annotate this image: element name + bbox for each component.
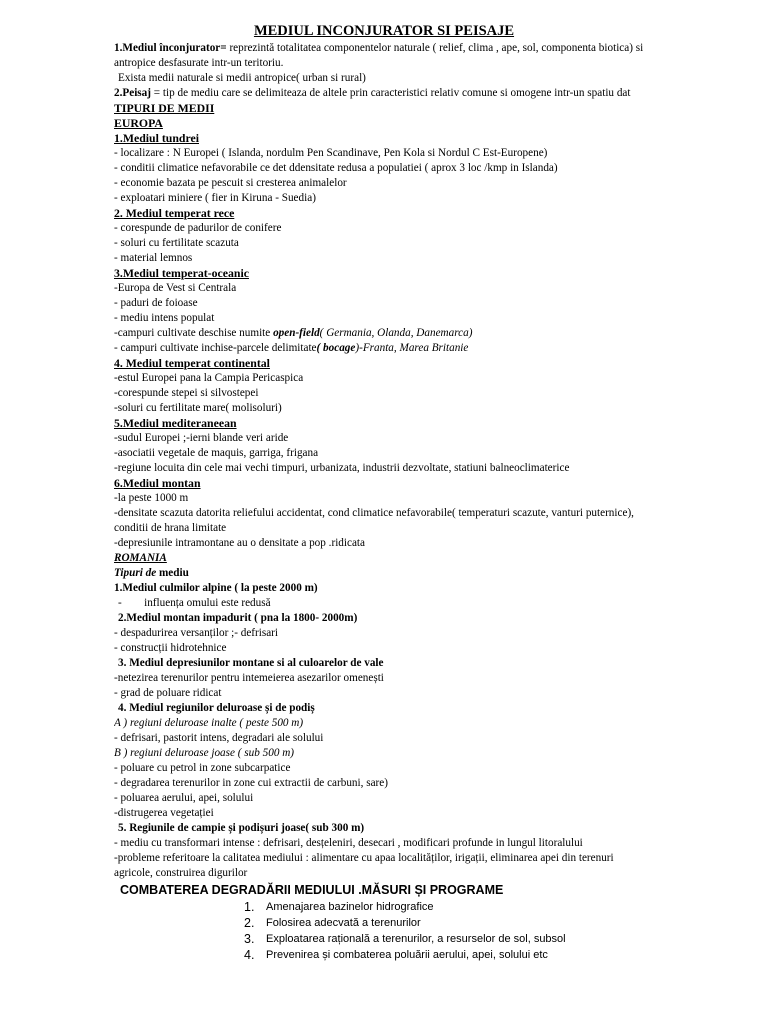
- romania-subtitle-rest: mediu: [156, 567, 189, 579]
- section-title-campie: 5. Regiunile de campie și podișuri joase( sub 300 m): [118, 822, 365, 834]
- section-title-temperat-rece: 2. Mediul temperat rece: [114, 206, 235, 220]
- section-title-montan-impadurit: 2.Mediul montan impadurit ( pna la 1800- 2000m): [118, 612, 358, 624]
- list-item: - influența omului este redusă: [118, 597, 271, 609]
- definition-medii: Exista medii naturale si medii antropice( urban si rural): [118, 72, 366, 84]
- list-item: - defrisari, pastorit intens, degradari ale solului: [114, 732, 324, 744]
- openfield-post: ( Germania, Olanda, Danemarca): [319, 327, 473, 339]
- list-item: -estul Europei pana la Campia Pericaspica: [114, 372, 304, 384]
- romania-heading: ROMANIA: [114, 552, 167, 564]
- bocage-term: ( bocage: [316, 342, 356, 354]
- list-number: 4.: [244, 948, 255, 962]
- list-item: - soluri cu fertilitate scazuta: [114, 237, 239, 249]
- list-item: -sudul Europei ;-ierni blande veri aride: [114, 432, 289, 444]
- section-title-temperat-oceanic: 3.Mediul temperat-oceanic: [114, 266, 249, 280]
- section-title-depresiuni: 3. Mediul depresiunilor montane si al culoarelor de vale: [118, 657, 384, 669]
- section-title-mediteranean: 5.Mediul mediteraneean: [114, 416, 237, 430]
- measures-list: [114, 899, 654, 963]
- romania-subtitle-italic: Tipuri de: [114, 567, 157, 579]
- page-title: MEDIUL INCONJURATOR SI PEISAJE: [253, 23, 515, 39]
- list-number: 1.: [244, 900, 255, 914]
- bocage-post: )-Franta, Marea Britanie: [355, 342, 469, 354]
- list-item: - conditii climatice nefavorabile ce det ddensitate redusa a populatiei ( aprox 3 loc /kmp in Islanda): [114, 162, 558, 174]
- list-item: - construcții hidrotehnice: [114, 642, 227, 654]
- definition-mediu: [114, 41, 654, 71]
- list-item: - degradarea terenurilor in zone cui extractii de carbuni, sare): [114, 777, 388, 789]
- list-item: - localizare : N Europei ( Islanda, nordulm Pen Scandinave, Pen Kola si Nordul C Est-Europene): [114, 147, 548, 159]
- definition-peisaj-text: = tip de mediu care se delimiteaza de altele prin caracteristici relativ comune si omogene intr-un spatiu dat: [150, 87, 631, 99]
- romania-subtitle: [114, 566, 654, 581]
- openfield-pre: -campuri cultivate deschise numite: [114, 327, 274, 339]
- section-title-deluroase: 4. Mediul regiunilor deluroase și de podiș: [118, 702, 315, 714]
- openfield-term: open-field: [273, 327, 320, 339]
- list-item: [114, 931, 654, 947]
- list-item: -soluri cu fertilitate mare( molisoluri): [114, 402, 282, 414]
- list-item: - mediu intens populat: [114, 312, 215, 324]
- subsection-deluroase-joase: B ) regiuni deluroase joase ( sub 500 m): [114, 747, 295, 759]
- list-item: -netezirea terenurilor pentru intemeierea asezarilor omenești: [114, 672, 384, 684]
- list-item: -distrugerea vegetației: [114, 807, 214, 819]
- section-title-tundra: 1.Mediul tundrei: [114, 131, 199, 145]
- list-item: -probleme referitoare la calitatea mediului : alimentare cu apaa localităților, irigații, eliminarea apei din terenuri agricole, construirea digurilor: [114, 852, 614, 879]
- list-item: -corespunde stepei si silvostepei: [114, 387, 259, 399]
- section-title-combatere: COMBATEREA DEGRADĂRII MEDIULUI .MĂSURI ȘI PROGRAME: [120, 883, 504, 897]
- section-title-temperat-continental: 4. Mediul temperat continental: [114, 356, 270, 370]
- list-item-bocage: [114, 341, 654, 356]
- list-text: Prevenirea și combaterea poluării aerului, apei, solului etc: [266, 949, 548, 961]
- list-item: - grad de poluare ridicat: [114, 687, 222, 699]
- list-number: 2.: [244, 916, 255, 930]
- list-item: -la peste 1000 m: [114, 492, 189, 504]
- definition-peisaj-label: 2.Peisaj: [114, 87, 151, 99]
- europa-heading: EUROPA: [114, 116, 163, 130]
- list-item: [114, 915, 654, 931]
- list-item-openfield: [114, 326, 654, 341]
- list-text: Exploatarea rațională a terenurilor, a resurselor de sol, subsol: [266, 933, 566, 945]
- list-item: [114, 899, 654, 915]
- list-item: - exploatari miniere ( fier in Kiruna - Suedia): [114, 192, 316, 204]
- list-item: - poluare cu petrol in zone subcarpatice: [114, 762, 291, 774]
- section-title-alpine: 1.Mediul culmilor alpine ( la peste 2000 m): [114, 582, 318, 594]
- list-item: -densitate scazuta datorita reliefului accidentat, cond climatice nefavorabile( temperaturi scazute, vanturi puternice), conditii de hrana limitate: [114, 507, 634, 534]
- list-item: - economie bazata pe pescuit si cresterea animalelor: [114, 177, 347, 189]
- list-item: - mediu cu transformari intense : defrisari, desțeleniri, desecari , modificari profunde in lungul litoralului: [114, 837, 583, 849]
- bocage-pre: - campuri cultivate inchise-parcele delimitate: [114, 342, 317, 354]
- list-text: Folosirea adecvată a terenurilor: [266, 917, 421, 929]
- list-item: - corespunde de padurilor de conifere: [114, 222, 282, 234]
- list-item: [114, 947, 654, 963]
- section-title-montan: 6.Mediul montan: [114, 476, 201, 490]
- document-page: [114, 22, 654, 963]
- tipuri-heading: TIPURI DE MEDII: [114, 101, 215, 115]
- list-number: 3.: [244, 932, 255, 946]
- list-item: - poluarea aerului, apei, solului: [114, 792, 254, 804]
- list-item: -Europa de Vest si Centrala: [114, 282, 237, 294]
- definition-mediu-label: 1.Mediul înconjurator=: [114, 42, 227, 54]
- list-text: Amenajarea bazinelor hidrografice: [266, 901, 434, 913]
- subsection-deluroase-inalte: A ) regiuni deluroase inalte ( peste 500 m): [114, 717, 304, 729]
- list-item: - paduri de foioase: [114, 297, 198, 309]
- definition-mediu-text: reprezintă totalitatea componentelor naturale ( relief, clima , ape, sol, componenta biotica) si antropice desfasurate intr-un teritoriu.: [114, 42, 644, 69]
- list-item: -regiune locuita din cele mai vechi timpuri, urbanizata, industrii dezvoltate, statiuni balneoclimaterice: [114, 462, 570, 474]
- list-item: - material lemnos: [114, 252, 193, 264]
- definition-peisaj: [114, 86, 654, 101]
- list-item: - despadurirea versanților ;- defrisari: [114, 627, 279, 639]
- list-item: -depresiunile intramontane au o densitate a pop .ridicata: [114, 537, 366, 549]
- list-item: -asociatii vegetale de maquis, garriga, frigana: [114, 447, 319, 459]
